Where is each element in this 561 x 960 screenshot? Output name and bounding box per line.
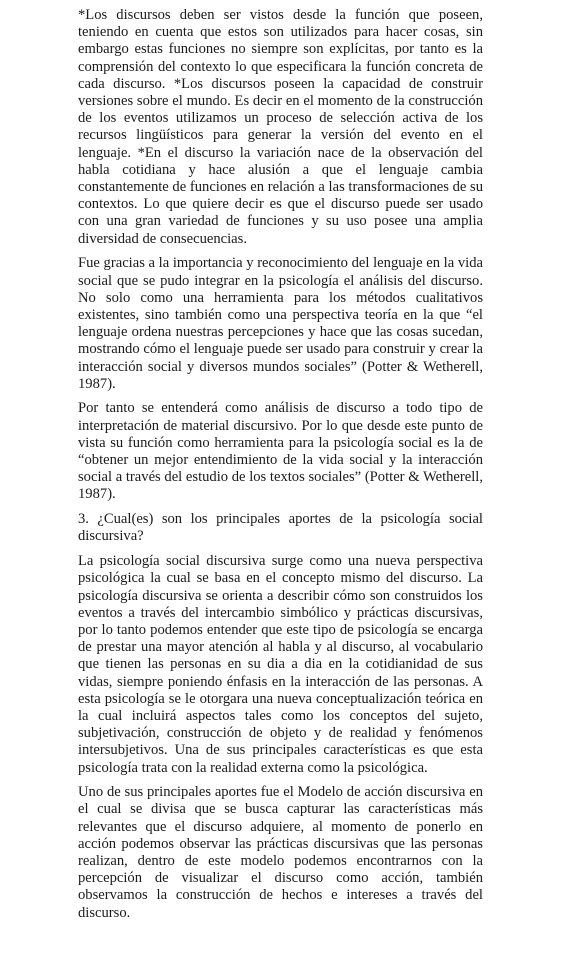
paragraph-discursive-psychology: La psicología social discursiva surge como una nueva perspectiva psicológica la cual se basa en el concepto mismo del discurso. La psicología discursiva se orienta a describir cómo son construidos los eventos a través del intercambio simbólico y prácticas discursivas, por lo tanto podemos entender que este tipo de psicología se encarga de prestar una mayor atención al habla y al discurso, al vocabulario que tienen las personas en su dia a dia en la cotidianidad de sus vidas, siempre poniendo énfasis en la interacción de las personas. A esta psicología se le otorgara una nueva conceptualización teórica en la cual incluirá aspectos tales como los conceptos del sujeto, subjetivación, construcción de objeto y de realidad y fenómenos intersubjetivos. Una de sus principales características es que esta psicología trata con la realidad externa como la psicológica. <box>78 553 483 776</box>
question-heading: 3. ¿Cual(es) son los principales aportes de la psicología social discursiva? <box>78 511 483 545</box>
paragraph-discursive-action-model: Uno de sus principales aportes fue el Modelo de acción discursiva en el cual se divisa que se busca capturar las características más relevantes que el discurso adquiere, al momento de ponerlo en acción podemos observar las prácticas discursivas que las personas realizan, dentro de este modelo podemos encontrarnos con la percepción de visualizar el discurso como acción, también observamos la construcción de hechos e intereses a través del discurso. <box>78 784 483 921</box>
document-page <box>78 7 483 929</box>
paragraph-discourse-analysis: Por tanto se entenderá como análisis de discurso a todo tipo de interpretación de material discursivo. Por lo que desde este punto de vista su función como herramienta para la psicología social es la de “obtener un mejor entendimiento de la vida social y la interacción social a través del estudio de los textos sociales” (Potter & Wetherell, 1987). <box>78 400 483 503</box>
paragraph-discourse-functions: *Los discursos deben ser vistos desde la función que poseen, teniendo en cuenta que estos son utilizados para hacer cosas, sin embargo estas funciones no siempre son explícitas, por tanto es la comprensión del contexto lo que especificara la función concreta de cada discurso. *Los discursos poseen la capacidad de construir versiones sobre el mundo. Es decir en el momento de la construcción de los eventos utilizamos un proceso de selección activa de los recursos lingüísticos para generar la versión del evento en el lenguaje. *En el discurso la variación nace de la observación del habla cotidiana y hace alusión a que el lenguaje cambia constantemente de funciones en relación a las transformaciones de su contextos. Lo que quiere decir es que el discurso puede ser usado con una gran variedad de funciones y su uso posee una amplia diversidad de consecuencias. <box>78 7 483 247</box>
paragraph-language-social-life: Fue gracias a la importancia y reconocimiento del lenguaje en la vida social que se pudo integrar en la psicología el análisis del discurso. No solo como una herramienta para los métodos cualitativos existentes, sino también como una perspectiva teoría en la que “el lenguaje ordena nuestras percepciones y hace que las cosas sucedan, mostrando cómo el lenguaje puede ser usado para construir y crear la interacción social y diversos mundos sociales” (Potter & Wetherell, 1987). <box>78 255 483 392</box>
